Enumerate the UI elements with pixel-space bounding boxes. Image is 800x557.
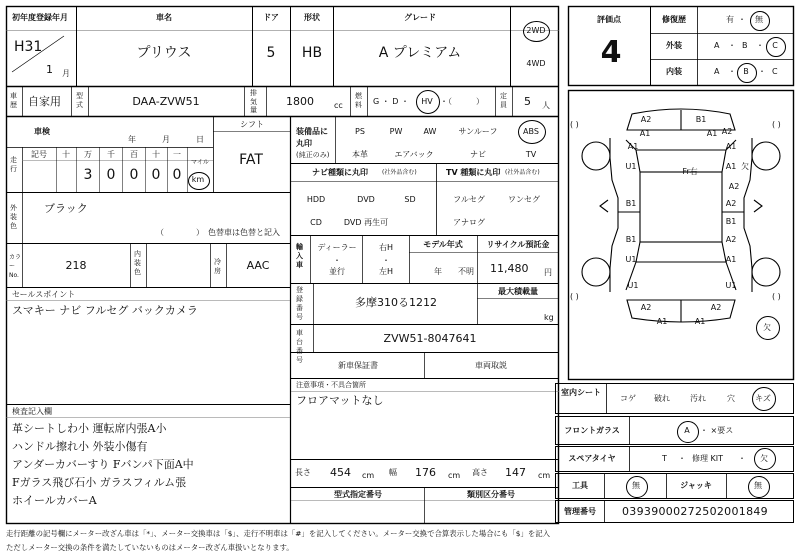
tv-note: (社外品含む): [505, 169, 540, 176]
bracket-0: ( ): [570, 120, 579, 129]
first-reg-label: 初年度登録年月: [12, 13, 68, 22]
import-dot: ・: [333, 256, 341, 265]
diagram-mark-20: A1: [694, 317, 706, 326]
category-label: 類別区分番号: [467, 490, 515, 499]
import-label: 輸入車: [296, 243, 303, 269]
shaken-label: 車検: [34, 127, 50, 136]
color-label: 外装色: [10, 204, 17, 230]
diagram-center: Fr右: [682, 167, 698, 176]
equip-aw: AW: [423, 127, 437, 136]
interior-color-label: 内装色: [134, 250, 141, 276]
bracket-3: ( ): [772, 292, 781, 301]
import-dealer: ディーラー: [317, 243, 357, 252]
equipment-label-3: (純正のみ): [296, 151, 330, 159]
repair-label: 修復歴: [662, 15, 686, 24]
shift-label: シフト: [240, 120, 264, 129]
digit-1: 3: [83, 167, 93, 183]
interior-cond-3: 穴: [727, 394, 735, 403]
door-label: ドア: [263, 13, 279, 22]
import-parallel: 並行: [329, 267, 345, 276]
repair-sep: ・: [738, 15, 746, 24]
exterior-label: 外装: [666, 41, 682, 50]
interior-c: C: [772, 67, 778, 76]
type-designation-label: 型式指定番号: [334, 490, 382, 499]
length-label: 長さ: [295, 468, 311, 477]
equip-navi: ナビ: [470, 150, 486, 159]
grade: A プレミアム: [378, 45, 462, 61]
diagram-mark-16: U1: [725, 281, 737, 290]
interior-label: 内装: [666, 67, 682, 76]
max-load-label: 最大積載量: [498, 287, 538, 296]
warranty-label: 新車保証書: [338, 361, 378, 370]
diagram-mark-22: A1: [639, 129, 651, 138]
width-label: 幅: [389, 468, 397, 477]
equip-ps: PS: [355, 127, 365, 136]
diagram-bottom-label: 欠: [763, 323, 771, 332]
exterior-b: B: [742, 41, 748, 50]
interior-b: B: [743, 67, 749, 76]
navi-dvd: DVD: [357, 195, 375, 204]
fuel-hv: HV: [421, 97, 433, 106]
navi-label: ナビ種類に丸印: [312, 168, 368, 177]
body-type: HB: [301, 45, 323, 61]
digit-3: 0: [129, 167, 139, 183]
drive-2wd: 2WD: [526, 26, 546, 35]
length-value: 454: [330, 466, 351, 479]
tv-analog: アナログ: [453, 218, 485, 227]
management-label: 管理番号: [564, 507, 596, 516]
diagram-mark-13: U1: [625, 255, 637, 264]
notes-text: フロアマットなし: [296, 394, 384, 407]
equip-pw: PW: [389, 127, 403, 136]
exterior-a: A: [714, 41, 720, 50]
exterior-dot-1: ・: [728, 41, 736, 50]
diagram-mark-1: B1: [695, 115, 707, 124]
diagram-mark-2: A2: [721, 127, 733, 136]
interior-dot-2: ・: [758, 67, 766, 76]
equipment-label-1: 装備品に: [296, 127, 328, 136]
capacity-unit: 人: [542, 101, 550, 110]
diagram-mark-8: B1: [625, 199, 637, 208]
diagram-mark-3: A1: [725, 142, 737, 151]
navi-note: (社外品含む): [382, 169, 417, 176]
interior-cond-0: コゲ: [620, 394, 636, 403]
inspector-line-1: ハンドル擦れ小 外装小傷有: [12, 440, 148, 453]
digit-5: 0: [172, 167, 182, 183]
color-no-label: カラーNo.: [9, 254, 22, 279]
drive-4wd: 4WD: [526, 59, 546, 68]
notes-label: 注意事項・不具合箇所: [296, 381, 366, 389]
sales-point-label: セールスポイント: [12, 290, 76, 299]
import-right-h: 右H: [378, 243, 394, 252]
spare-tire-dot: ・: [678, 454, 686, 463]
diagram-mark-12: A2: [725, 235, 737, 244]
spare-tire-label: スペアタイヤ: [568, 454, 616, 463]
equip-tv: TV: [525, 150, 537, 159]
mileage-label: 走行: [10, 156, 17, 173]
inspector-line-0: 革シートしわ小 運転席内張A小: [12, 422, 167, 435]
ac: AAC: [246, 259, 270, 272]
tv-oneseg: ワンセグ: [508, 195, 540, 204]
diagram-mark-5: A1: [725, 162, 737, 171]
height-unit: cm: [538, 471, 551, 480]
interior-dot-1: ・: [728, 67, 736, 76]
windshield-label: フロントガラス: [564, 426, 620, 435]
first-reg-month-unit: 月: [62, 69, 70, 78]
doors: 5: [266, 45, 276, 61]
registration-value: 多摩310る1212: [355, 296, 437, 309]
digit-header-4: 十: [152, 150, 160, 159]
diagram-mark-9: A2: [725, 199, 737, 208]
model: DAA-ZVW51: [132, 95, 200, 108]
tools-value: 無: [632, 481, 640, 490]
capacity-label: 定員: [500, 92, 507, 109]
digit-header-3: 百: [130, 150, 138, 159]
diagram-mark-4: A1: [627, 142, 639, 151]
ac-label: 冷房: [214, 258, 221, 275]
color-value: ブラック: [44, 202, 88, 215]
usage: 自家用: [28, 95, 61, 108]
sales-point-text: スマキー ナビ フルセグ バックカメラ: [12, 304, 198, 317]
navi-cd: CD: [310, 218, 322, 227]
diagram-mark-7: A2: [728, 182, 740, 191]
model-year-label: モデル年式: [423, 240, 463, 249]
registration-label: 登録番号: [296, 286, 303, 321]
shaken-month-unit: 月: [162, 135, 170, 144]
diagram-mark-6: U1: [625, 162, 637, 171]
import-left-h: 左H: [378, 267, 394, 276]
recycle-label: リサイクル預託金: [486, 240, 550, 249]
width-unit: cm: [448, 471, 461, 480]
car-diagram-outline: [582, 109, 780, 322]
grade-label: グレード: [404, 13, 436, 22]
fuel-options: G ・ D ・: [373, 97, 409, 106]
equip-abs: ABS: [523, 127, 539, 136]
height-label: 高さ: [472, 468, 488, 477]
footer-line-2: ただしメーター交換の条件を満たしていないものはメーター改ざん車扱いとなります。: [6, 543, 294, 552]
tools-label: 工具: [572, 481, 588, 490]
spare-tire-kit: 修理 KIT: [692, 454, 724, 463]
digit-header-0: 十: [62, 150, 70, 159]
diagram-mark-14: A1: [725, 255, 737, 264]
tv-label: TV 種類に丸印: [446, 168, 501, 177]
first-reg-month: 1: [46, 63, 53, 76]
tv-fullseg: フルセグ: [453, 195, 485, 204]
digit-header-5: 一: [173, 150, 181, 159]
repair-none: 無: [755, 15, 763, 24]
score: 4: [600, 35, 622, 70]
car-name: プリウス: [136, 45, 192, 61]
exterior-c: C: [772, 41, 778, 50]
diagram-mark-23: 欠: [741, 162, 749, 171]
model-year-unit: 年: [434, 267, 442, 276]
diagram-mark-15: U1: [627, 281, 639, 290]
repair-yes: 有: [726, 15, 734, 24]
equipment-label-2: 丸印: [296, 139, 312, 148]
shaken-year-unit: 年: [128, 135, 136, 144]
spare-tire-dot-2: ・: [738, 454, 746, 463]
navi-hdd: HDD: [306, 195, 326, 204]
exterior-dot-2: ・: [756, 41, 764, 50]
interior-a: A: [714, 67, 720, 76]
displacement-label: 排気量: [250, 89, 257, 114]
score-label: 評価点: [597, 15, 621, 24]
color-note: 色替車は色替と記入: [208, 228, 280, 237]
manual-label: 車両取説: [475, 361, 507, 370]
interior-condition-label: 室内シート: [561, 388, 601, 397]
digit-2: 0: [106, 167, 116, 183]
diagram-mark-18: A2: [710, 303, 722, 312]
footer-line-1: 走行距離の記号欄にメーター改ざん車は「*」、メーター交換車は「$」、走行不明車は「#」を記入してください。メーター交換で合算表示した場合にも「$」を記入: [6, 529, 551, 538]
recycle-value: 11,480: [490, 262, 529, 275]
chassis-value: ZVW51-8047641: [383, 332, 477, 345]
fuel-label: 燃料: [355, 92, 362, 109]
jack-label: ジャッキ: [680, 481, 712, 490]
spare-tire-value: 欠: [760, 454, 768, 463]
color-paren: （ ）: [156, 228, 204, 237]
car-name-label: 車名: [156, 13, 172, 22]
length-unit: cm: [362, 471, 375, 480]
color-no: 218: [65, 259, 87, 272]
diagram-mark-10: B1: [725, 217, 737, 226]
bracket-1: ( ): [772, 120, 781, 129]
km-label: km: [191, 175, 205, 184]
capacity: 5: [524, 95, 531, 108]
bracket-2: ( ): [570, 292, 579, 301]
digit-header-2: 千: [107, 150, 115, 159]
interior-cond-1: 破れ: [654, 394, 670, 403]
jack-value: 無: [754, 481, 762, 490]
management-value: 0393900027250200184​9: [622, 505, 768, 518]
digit-4: 0: [151, 167, 161, 183]
inspector-line-4: ホイールカバーA: [12, 494, 97, 507]
shift: FAT: [239, 152, 263, 168]
windshield-rest: ・ ×要ス: [700, 426, 734, 435]
recycle-yen: 円: [544, 268, 552, 277]
model-label: 型式: [76, 92, 83, 109]
navi-dvd-play: DVD 再生可: [343, 218, 389, 227]
model-year-unknown: 不明: [458, 267, 474, 276]
shaken-day-unit: 日: [196, 135, 204, 144]
first-reg-era: H31: [14, 39, 43, 55]
diagram-mark-17: A2: [640, 303, 652, 312]
inspector-line-3: Fガラス飛び石小 ガラスフィルム張: [12, 476, 187, 489]
equip-leather: 本革: [352, 150, 368, 159]
usage-label: 車歴: [10, 92, 17, 109]
height-value: 147: [505, 466, 526, 479]
digit-header-1: 万: [84, 150, 92, 159]
displacement-cc: cc: [334, 101, 343, 110]
windshield-a: A: [684, 426, 690, 435]
diagram-mark-0: A2: [640, 115, 652, 124]
import-h-dot: ・: [382, 256, 390, 265]
navi-sd: SD: [404, 195, 416, 204]
equip-sunroof: サンルーフ: [458, 127, 498, 136]
mileage-code-label: 記号: [31, 150, 47, 159]
spare-tire-t: T: [662, 454, 667, 463]
interior-cond-4: キズ: [755, 394, 771, 403]
inspector-label: 検査記入欄: [12, 407, 52, 416]
width-value: 176: [415, 466, 436, 479]
displacement: 1800: [286, 95, 314, 108]
diagram-mark-19: A1: [656, 317, 668, 326]
diagram-mark-21: A1: [706, 129, 718, 138]
max-load-kg: kg: [544, 313, 554, 322]
body-type-label: 形状: [304, 13, 320, 22]
equip-airbag: エアバック: [394, 150, 434, 159]
diagram-mark-11: B1: [625, 235, 637, 244]
inspector-line-2: アンダーカバーすり Fバンパ下面A中: [12, 458, 194, 471]
fuel-other: ・（ ）: [440, 97, 484, 106]
chassis-label: 車台番号: [296, 329, 303, 364]
mile-label: マイル: [191, 159, 209, 166]
interior-cond-2: 汚れ: [690, 394, 706, 403]
